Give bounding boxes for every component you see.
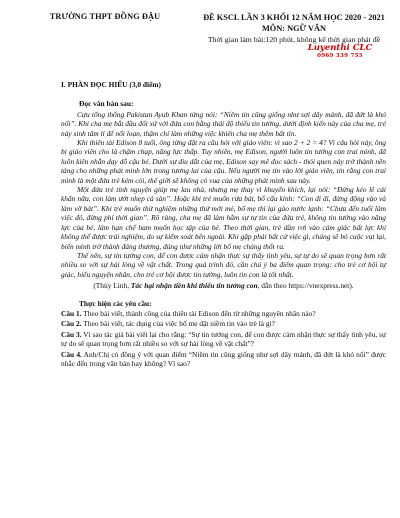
question-item <box>61 350 386 369</box>
question-text: Vì sao tác giả bài viết lại cho rằng: “Sự tin tưởng con, để con được cảm nhận thực sự thấy tình yêu, sự tự do sẽ quan trọng hơn rất nhiều so với sự hài lòng về vật chất”? <box>61 329 386 349</box>
question-label: Câu 2. <box>61 319 82 329</box>
question-text: Theo bài viết, tác dụng của việc bố mẹ đặt niềm tin vào trẻ là gì? <box>81 319 275 329</box>
exam-header <box>196 12 392 45</box>
passage-paragraph: Khi thiên tài Edison 8 tuổi, ông từng đặt ra câu hỏi với giáo viên: vì sao 2 + 2 = 4? Vì câu hỏi này, ông bị giáo viên cho là chậm chạp, năng lực thấp. Tuy nhiên, mẹ Edison, người luôn tin tưởng con trai mình, đã luôn kiên nhẫn dạy dỗ cậu bé. Dưới sự dìu dắt của mẹ, Edison say mê đọc sách - thói quen này trở thành nền tảng cho những phát minh lớn trong tương lai của cậu. Nếu người mẹ tin vào lời giáo viên, tin rằng con trai mình là một đứa trẻ kém cỏi, thế giới sẽ không có vua của những phát minh sau này. <box>61 138 386 185</box>
subject-title: MÔN: NGỮ VĂN <box>261 24 327 33</box>
section-title: I. PHẦN ĐỌC HIỂU (3,0 điểm) <box>61 80 161 89</box>
school-name: TRƯỜNG THPT ĐỒNG ĐẬU <box>49 12 161 21</box>
passage-paragraph: Cựu tổng thống Pakistan Ayub Khan từng nói: “Niềm tin cũng giống như sợi dây mảnh, đã đứt là khó nối”. Khi cha mẹ bắt đầu đối xử với đứa con bằng thái độ thiếu tin tưởng, dưới định kiến này của cha mẹ, trẻ này sinh tâm lí để nổi loạn, thậm chí làm những việc khiến cha mẹ thêm bất tín. <box>61 109 386 138</box>
exam-title: ĐỀ KSCL LẦN 3 KHỐI 12 NĂM HỌC 2020 - 2021 <box>203 13 385 22</box>
logo-phone: 0969 339 755 <box>317 53 363 59</box>
question-label: Câu 3. <box>61 329 82 339</box>
requirements-title: Thực hiện các yêu cầu: <box>79 298 152 308</box>
luyenthi-logo <box>300 44 380 60</box>
reading-label: Đọc văn bản sau: <box>79 99 134 109</box>
source-title: Tác hại nhận tiền khi thiếu tin tưởng con <box>130 281 258 291</box>
passage-paragraph: Thế nên, sự tin tưởng con, để con được cảm nhận thực sự thấy tình yêu, sự tự do sẽ quan trọng hơn rất nhiều so với sự hài lòng về vật chất. Trong quá trình đó, cần chú ý ba điểm quan trọng: cho trẻ cơ hội tự giác, hiểu nguyện nhân, cho trẻ cơ hội được tin tưởng, luôn tin con là tốt nhất. <box>61 250 386 279</box>
question-item <box>61 309 386 318</box>
exam-content <box>61 80 386 369</box>
question-label: Câu 4. <box>61 349 82 359</box>
question-text: Theo bài viết, thành công của thiên tài Edison đến từ những nguyên nhân nào? <box>81 308 316 318</box>
exam-time: Thời gian làm bài:120 phút, không kể thời gian phát đề <box>207 35 381 44</box>
source-suffix: , dẫn theo https://vnexpress.net). <box>257 281 354 291</box>
source-prefix: (Thùy Linh, <box>93 281 131 291</box>
question-text: Anh/Chị có đồng ý với quan điểm “Niềm tin cũng giống như sợi dây mảnh, đã đứt là khó nối” được nhắc đến trong văn bản hay không? Vì sao? <box>61 349 386 368</box>
passage-source <box>61 281 386 290</box>
logo-brand: Luyenthi CLC <box>307 43 373 53</box>
passage-paragraph: Một đứa trẻ tính nguyện giúp mẹ lau nhà, nhưng mẹ thay vì khuyến khích, lại nói: “Đừng kéo lê cái khăn nữa, con làm ướt nhẹp cả sàn”. Hoặc khi trẻ muốn rửa bát, bố cấu kỉnh: “Con đi đi, đừng động vào và làm vỡ bát”. Khi trẻ muốn thử nghiệm những thứ mới mẻ, bố mẹ thì lại gào nước lạnh: “Chưa đến tuổi làm việc đó, đừng phí thời gian”. Rõ ràng, cha mẹ đã làm hằm sự tự tin của đứa trẻ, không tin tưởng vào năng lực của bé, làm hạn chế ham muốn học tập của bé. Theo thời gian, trẻ dần rơi vào cảm giác bất lực khi không thể được trải nghiệm, do sự kiểm soát bên ngoài. Khi gặp phải bất cứ việc gì, chúng sẽ bỏ cuộc vụt lại, biến mình trở thành đáng thương, đúng như những lời bố mẹ chúng thốt ra. <box>61 185 386 251</box>
question-label: Câu 1. <box>61 308 82 318</box>
question-item <box>61 330 386 349</box>
question-item <box>61 319 386 328</box>
